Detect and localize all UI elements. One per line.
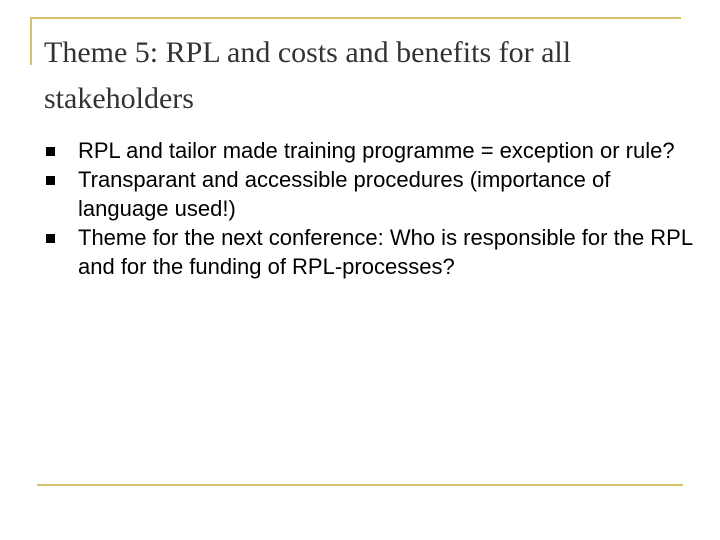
slide-title: Theme 5: RPL and costs and benefits for all stakeholders <box>44 36 572 115</box>
bullet-item <box>44 165 694 223</box>
square-bullet-icon <box>46 147 55 156</box>
bullet-text: Transparant and accessible procedures (importance of language used!) <box>78 167 611 221</box>
bullet-text: Theme for the next conference: Who is responsible for the RPL and for the funding of RPL-processes? <box>78 225 693 279</box>
left-rule <box>30 17 32 65</box>
bullet-item <box>44 136 694 165</box>
square-bullet-icon <box>46 234 55 243</box>
square-bullet-icon <box>46 176 55 185</box>
bottom-rule <box>37 484 683 486</box>
bullet-item <box>44 223 694 281</box>
top-rule <box>30 17 681 19</box>
bullet-text: RPL and tailor made training programme = exception or rule? <box>78 138 675 163</box>
bullet-list <box>44 136 694 281</box>
